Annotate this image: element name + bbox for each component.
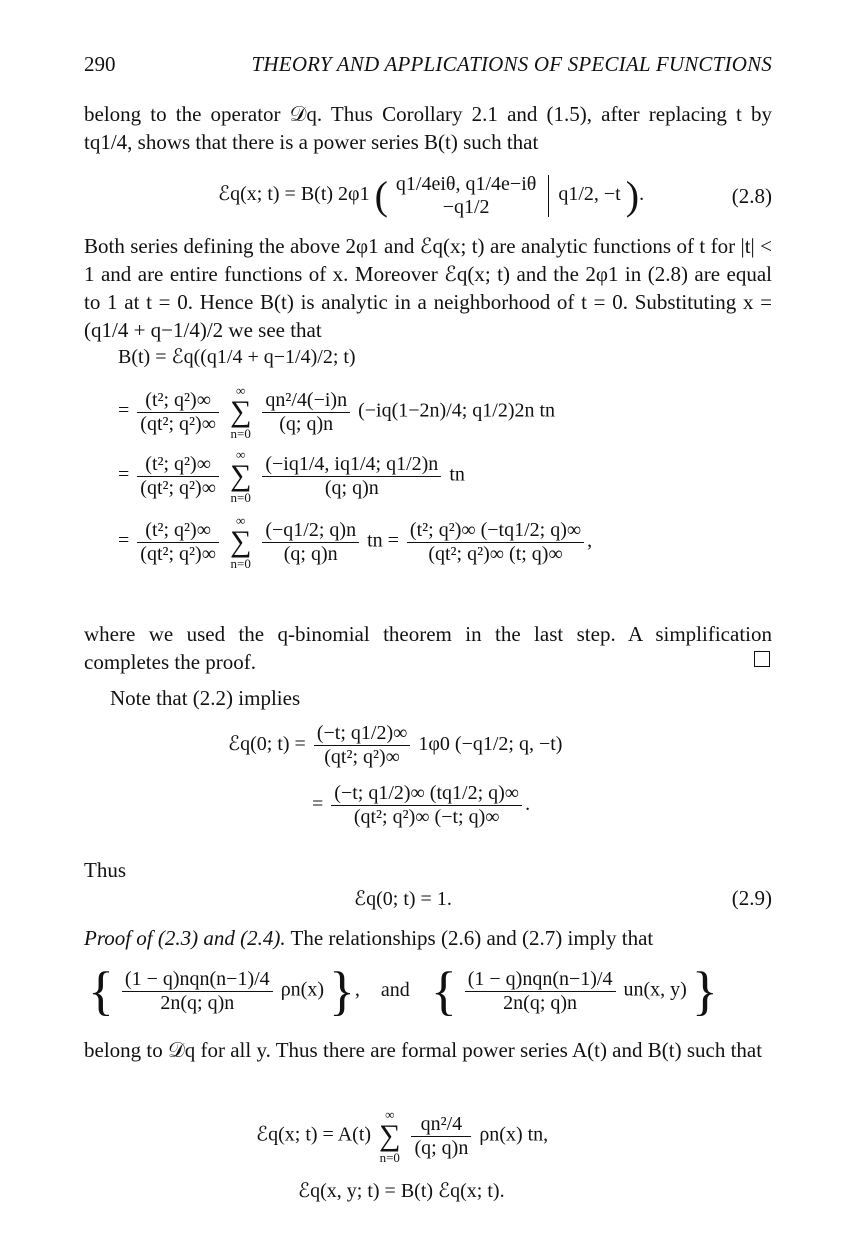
paragraph-1: belong to the operator 𝒟q. Thus Corollary 2.1 and (1.5), after replacing t by tq1/4, shows that there is a power series B(t) such that xyxy=(84,102,772,154)
e0-line-2: = $\frac{(-t; q1/2)\infty (tq1/2; q)\infty}{\text{(qt²; q²)∞ (−t; q)∞}}$ . xyxy=(312,782,531,828)
eq-2-8-top-params: q1/4eiθ, q1/4e−iθ xyxy=(395,172,537,195)
paragraph-4: Note that (2.2) implies xyxy=(110,686,301,710)
paragraph-2: Both series defining the above 2φ1 and ℰq(x; t) are analytic functions of t for |t| < 1 and are entire functions of x. Moreover ℰq(x; t) and the 2φ1 in (2.8) are equal to 1 at t = 0. Hence B(t) is analytic in a neighborhood of t = 0. Substituting x = (q1/4 + q−1/4)/2 we see that xyxy=(84,234,772,342)
eq-number-2-9: (2.9) xyxy=(731,886,772,910)
eq-2-8-bottom-params: −q1/2 xyxy=(442,195,490,218)
paragraph-5: Thus xyxy=(84,858,126,882)
paragraph-7: belong to 𝒟q for all y. Thus there are formal power series A(t) and B(t) such that xyxy=(84,1038,763,1062)
final-line-2: ℰq(x, y; t) = B(t) ℰq(x; t). xyxy=(298,1180,505,1202)
eq-number-2-8: (2.8) xyxy=(731,184,772,208)
bt-line-3: = $\frac{\text{(t²; q²)∞}}{\text{(qt²; q²)∞}}$ ∞ ∑ n=0 $\frac{(-iq1/4, iq1/4; q1/2)n}{(q; q)n}$ tn xyxy=(118,447,465,505)
running-title: THEORY AND APPLICATIONS OF SPECIAL FUNCTIONS xyxy=(251,52,772,76)
paragraph-3: where we used the q-binomial theorem in the last step. A simplification completes the proof. xyxy=(84,622,772,674)
bt-line-2: = $\frac{\text{(t²; q²)∞}}{\text{(qt²; q²)∞}}$ ∞ ∑ n=0 $\frac{\text{qn²/4(−i)n}}{(q; q)n}$ (−iq(1−2n)/4; q1/2)2n tn xyxy=(118,383,556,441)
proof-label: Proof of (2.3) and (2.4). xyxy=(84,926,286,950)
eq-2-8-lhs: ℰq(x; t) = B(t) 2φ1 xyxy=(218,183,370,206)
eq-2-8-args: q1/2, −t xyxy=(558,183,621,206)
bt-line-1: B(t) = ℰq((q1/4 + q−1/4)/2; t) xyxy=(118,346,356,368)
qed-box xyxy=(754,651,770,667)
equation-2-9: ℰq(0; t) = 1. xyxy=(354,888,452,910)
paragraph-6: Proof of (2.3) and (2.4). The relationships (2.6) and (2.7) imply that xyxy=(84,926,654,950)
sets-line: { $\frac{\text{(1 − q)nqn(n−1)/4}}{2n(q; q)n}$ ρn(x) }, and { $\frac{\text{(1 − q)nqn(n−1)/4}}{2n(q; q)n}$ un(x, y) } xyxy=(88,961,718,1021)
equation-2-8: ℰq(x; t) = B(t) 2φ1 ( q1/4eiθ, q1/4e−iθ −q1/2 q1/2, −t ). xyxy=(218,172,645,218)
e0-line-1: ℰq(0; t) = $\frac{(-t; q1/2)\infty}{\text{(qt²; q²)∞}}$ 1φ0 (−q1/2; q, −t) xyxy=(228,722,563,768)
final-line-1: ℰq(x; t) = A(t) ∞ ∑ n=0 $\frac{\text{qn²/4}}{(q; q)n}$ ρn(x) tn, xyxy=(256,1107,549,1165)
page-number: 290 xyxy=(84,52,116,76)
bt-line-4: = $\frac{\text{(t²; q²)∞}}{\text{(qt²; q²)∞}}$ ∞ ∑ n=0 $\frac{(-q1/2; q)n}{(q; q)n}$ tn = $\frac{\text{(t²; q²)∞ (−tq1/2; q)∞}}{\text{(qt²; q²)∞ (t; q)∞}}$ , xyxy=(118,513,593,571)
